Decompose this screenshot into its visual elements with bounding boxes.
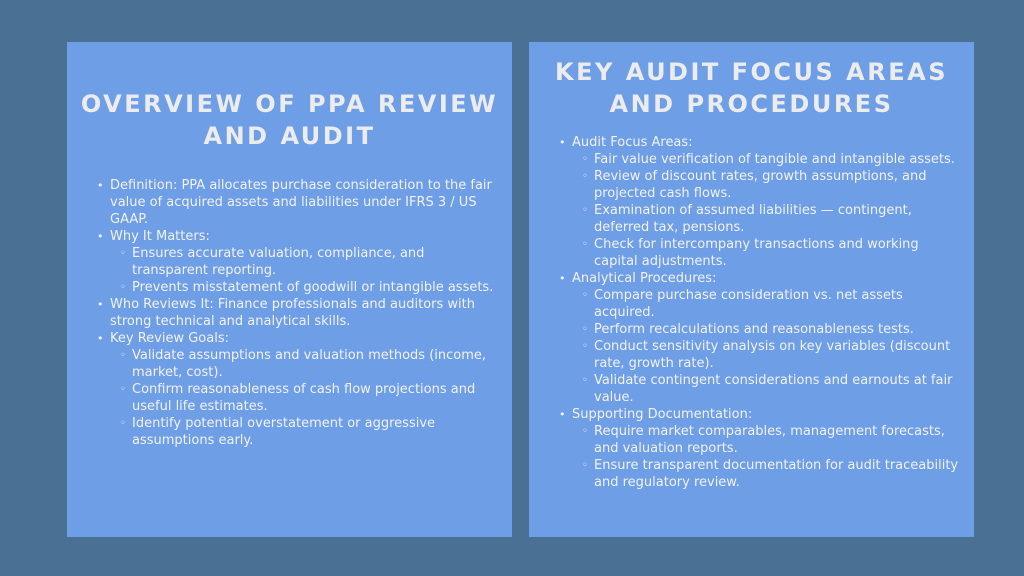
list-item-text: Supporting Documentation: <box>572 407 753 422</box>
sub-list-item-text: Fair value verification of tangible and intangible assets. <box>594 152 955 167</box>
overview-list <box>97 177 497 449</box>
sub-list-item-text: Ensures accurate valuation, compliance, and transparent reporting. <box>132 246 425 278</box>
sub-list-item <box>582 151 961 168</box>
overview-title: OVERVIEW OF PPA REVIEW AND AUDIT <box>80 90 499 150</box>
hollow-bullet-icon: ◦ <box>582 341 588 352</box>
hollow-bullet-icon: ◦ <box>582 205 588 216</box>
list-item-text: Why It Matters: <box>110 229 210 244</box>
sub-list-item-text: Ensure transparent documentation for audit traceability and regulatory review. <box>594 458 959 490</box>
audit-focus-title: KEY AUDIT FOCUS AREAS AND PROCEDURES <box>555 58 948 118</box>
list-item-text: Definition: PPA allocates purchase consideration to the fair value of acquired assets and liabilities under IFRS 3 / US GAAP. <box>110 178 492 227</box>
sub-list-item <box>582 372 961 406</box>
hollow-bullet-icon: ◦ <box>582 324 588 335</box>
bullet-icon: • <box>559 272 566 285</box>
sub-list-item <box>582 168 961 202</box>
list-item-text: Audit Focus Areas: <box>572 135 693 150</box>
sub-list-item <box>582 338 961 372</box>
list-item <box>97 228 497 296</box>
bullet-icon: • <box>97 179 104 192</box>
sub-list-item-text: Confirm reasonableness of cash flow projections and useful life estimates. <box>132 382 476 414</box>
sub-list-item <box>120 347 497 381</box>
list-item <box>97 330 497 449</box>
sub-list <box>120 245 497 296</box>
sub-list-item-text: Validate assumptions and valuation methods (income, market, cost). <box>132 348 487 380</box>
sub-list <box>582 423 961 491</box>
list-item <box>559 270 961 406</box>
sub-list-item-text: Require market comparables, management forecasts, and valuation reports. <box>594 424 945 456</box>
hollow-bullet-icon: ◦ <box>582 426 588 437</box>
list-item <box>559 406 961 491</box>
bullet-icon: • <box>97 230 104 243</box>
sub-list-item <box>582 287 961 321</box>
sub-list-item <box>120 381 497 415</box>
sub-list <box>582 287 961 406</box>
hollow-bullet-icon: ◦ <box>582 171 588 182</box>
sub-list-item-text: Prevents misstatement of goodwill or intangible assets. <box>132 280 494 295</box>
bullet-icon: • <box>97 298 104 311</box>
sub-list-item <box>582 202 961 236</box>
hollow-bullet-icon: ◦ <box>582 290 588 301</box>
bullet-icon: • <box>97 332 104 345</box>
hollow-bullet-icon: ◦ <box>120 384 126 395</box>
sub-list-item <box>120 415 497 449</box>
list-item-text: Key Review Goals: <box>110 331 229 346</box>
sub-list-item-text: Validate contingent considerations and earnouts at fair value. <box>594 373 953 405</box>
sub-list <box>582 151 961 270</box>
bullet-icon: • <box>559 136 566 149</box>
sub-list <box>120 347 497 449</box>
list-item <box>559 134 961 270</box>
sub-list-item-text: Review of discount rates, growth assumptions, and projected cash flows. <box>594 169 927 201</box>
audit-focus-panel <box>529 42 974 537</box>
audit-focus-content <box>559 134 961 491</box>
hollow-bullet-icon: ◦ <box>120 282 126 293</box>
list-item <box>97 296 497 330</box>
list-item-text: Who Reviews It: Finance professionals and auditors with strong technical and analytical skills. <box>110 297 475 329</box>
sub-list-item-text: Compare purchase consideration vs. net assets acquired. <box>594 288 903 320</box>
sub-list-item <box>120 279 497 296</box>
sub-list-item <box>582 457 961 491</box>
audit-focus-list <box>559 134 961 491</box>
sub-list-item-text: Perform recalculations and reasonableness tests. <box>594 322 914 337</box>
sub-list-item-text: Identify potential overstatement or aggressive assumptions early. <box>132 416 436 448</box>
hollow-bullet-icon: ◦ <box>582 239 588 250</box>
overview-content <box>97 177 497 449</box>
hollow-bullet-icon: ◦ <box>582 154 588 165</box>
bullet-icon: • <box>559 408 566 421</box>
hollow-bullet-icon: ◦ <box>120 350 126 361</box>
overview-panel <box>67 42 512 537</box>
list-item <box>97 177 497 228</box>
list-item-text: Analytical Procedures: <box>572 271 717 286</box>
sub-list-item-text: Conduct sensitivity analysis on key variables (discount rate, growth rate). <box>594 339 951 371</box>
sub-list-item <box>582 423 961 457</box>
sub-list-item <box>582 236 961 270</box>
sub-list-item-text: Check for intercompany transactions and working capital adjustments. <box>594 237 919 269</box>
sub-list-item <box>120 245 497 279</box>
sub-list-item-text: Examination of assumed liabilities — contingent, deferred tax, pensions. <box>594 203 912 235</box>
hollow-bullet-icon: ◦ <box>120 248 126 259</box>
hollow-bullet-icon: ◦ <box>120 418 126 429</box>
sub-list-item <box>582 321 961 338</box>
hollow-bullet-icon: ◦ <box>582 460 588 471</box>
hollow-bullet-icon: ◦ <box>582 375 588 386</box>
